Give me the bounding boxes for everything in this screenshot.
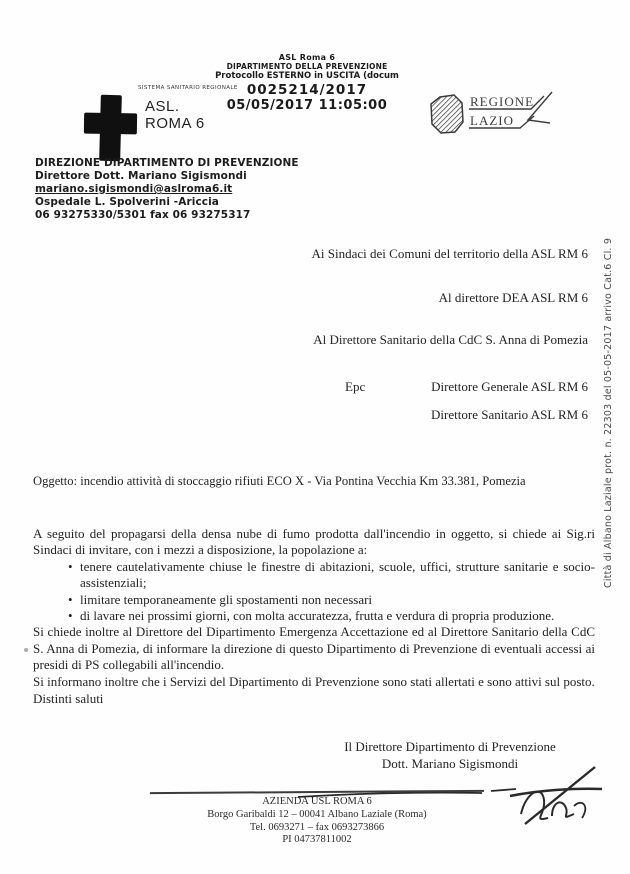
- recipient-line: Al Direttore Sanitario della CdC S. Anna di Pomezia: [313, 332, 588, 347]
- bullet-text: tenere cautelativamente chiuse le finestre di abitazioni, scuole, uffici, strutture sanitarie e socio-assistenziali;: [80, 558, 595, 591]
- sender-hospital: Ospedale L. Spolverini -Ariccia: [35, 196, 219, 208]
- bullet-icon: •: [68, 608, 73, 624]
- sender-email: mariano.sigismondi@aslroma6.it: [35, 183, 233, 195]
- stamp-protocol-number: 0025214/2017: [246, 82, 368, 98]
- sender-block: [35, 157, 299, 222]
- stamp-protocol-type: Protocollo ESTERNO in USCITA (docum: [215, 71, 399, 81]
- footer-block: [147, 796, 487, 847]
- bullet-item: [33, 559, 595, 592]
- stamp-org: ASL Roma 6: [278, 53, 336, 62]
- bullet-list: [33, 559, 595, 625]
- footer-org: AZIENDA USL ROMA 6: [262, 796, 372, 807]
- bullet-text: di lavare nei prossimi giorni, con molta accuratezza, frutta e verdura di propria produzione.: [80, 608, 555, 624]
- svg-text:LAZIO: LAZIO: [470, 113, 514, 128]
- epc-label: Epc: [345, 379, 366, 394]
- cross-icon: [84, 113, 137, 135]
- stamp-department: DIPARTIMENTO DELLA PREVENZIONE: [226, 62, 388, 71]
- regione-lazio-emblem-icon: [428, 90, 558, 140]
- recipient-line: Al direttore DEA ASL RM 6: [438, 290, 588, 305]
- signature-title: Il Direttore Dipartimento di Prevenzione: [344, 739, 556, 754]
- arrival-protocol-side-stamp: Città di Albano Laziale prot. n. 22303 del 05-05-2017 arrivo Cat.6 Cl. 9: [603, 237, 614, 588]
- scan-artifact: [24, 648, 28, 652]
- svg-text:REGIONE: REGIONE: [470, 94, 535, 109]
- asl-logo-line2: ROMA 6: [145, 115, 205, 132]
- sender-direction: DIREZIONE DIPARTIMENTO DI PREVENZIONE: [35, 157, 299, 169]
- bullet-icon: •: [68, 591, 73, 607]
- asl-roma6-logo: [145, 98, 205, 132]
- body-paragraph-3: Si informano inoltre che i Servizi del Dipartimento di Prevenzione sono stati allertati e sono attivi sul posto.: [33, 673, 595, 689]
- recipient-line: Direttore Sanitario ASL RM 6: [431, 407, 588, 422]
- sender-phone-fax: 06 93275330/5301 fax 06 93275317: [35, 209, 251, 221]
- asl-logo-line1: ASL.: [145, 98, 180, 115]
- closing-salutation: Distinti saluti: [33, 691, 104, 707]
- bullet-text: limitare temporaneamente gli spostamenti non necessari: [80, 591, 373, 607]
- bullet-icon: •: [68, 558, 73, 574]
- recipient-line: Ai Sindaci dei Comuni del territorio della ASL RM 6: [311, 246, 588, 261]
- regione-lazio-logo: [428, 90, 558, 145]
- footer-address: Borgo Garibaldi 12 – 00041 Albano Laziale (Roma): [207, 808, 427, 820]
- protocol-stamp: [187, 53, 427, 113]
- signature-name: Dott. Mariano Sigismondi: [381, 756, 519, 771]
- footer-phone: Tel. 0693271 – fax 0693273866: [249, 821, 385, 833]
- regional-health-system-label: SISTEMA SANITARIO REGIONALE: [138, 85, 238, 91]
- bullet-item: [33, 592, 595, 608]
- letter-body: [33, 526, 595, 707]
- footer-vat: PI 04737811002: [282, 834, 352, 846]
- sender-director: Direttore Dott. Mariano Sigismondi: [35, 170, 247, 182]
- bullet-item: [33, 608, 595, 624]
- recipient-line: Direttore Generale ASL RM 6: [431, 379, 588, 394]
- body-paragraph-2: Si chiede inoltre al Direttore del Dipartimento Emergenza Accettazione ed al Direttore Sanitario della CdC S. Anna di Pomezia, di informare la direzione di questo Dipartimento di Prevenzione di eventuali accessi ai presidi di PS collegabili all'incendio.: [33, 624, 595, 673]
- stamp-datetime: 05/05/2017 11:05:00: [226, 98, 388, 113]
- body-paragraph-1: A seguito del propagarsi della densa nube di fumo prodotta dall'incendio in oggetto, si chiede ai Sig.ri Sindaci di invitare, con i mezzi a disposizione, la popolazione a:: [33, 526, 595, 558]
- subject-line: Oggetto: incendio attività di stoccaggio rifiuti ECO X - Via Pontina Vecchia Km 33.381, Pomezia: [33, 474, 526, 488]
